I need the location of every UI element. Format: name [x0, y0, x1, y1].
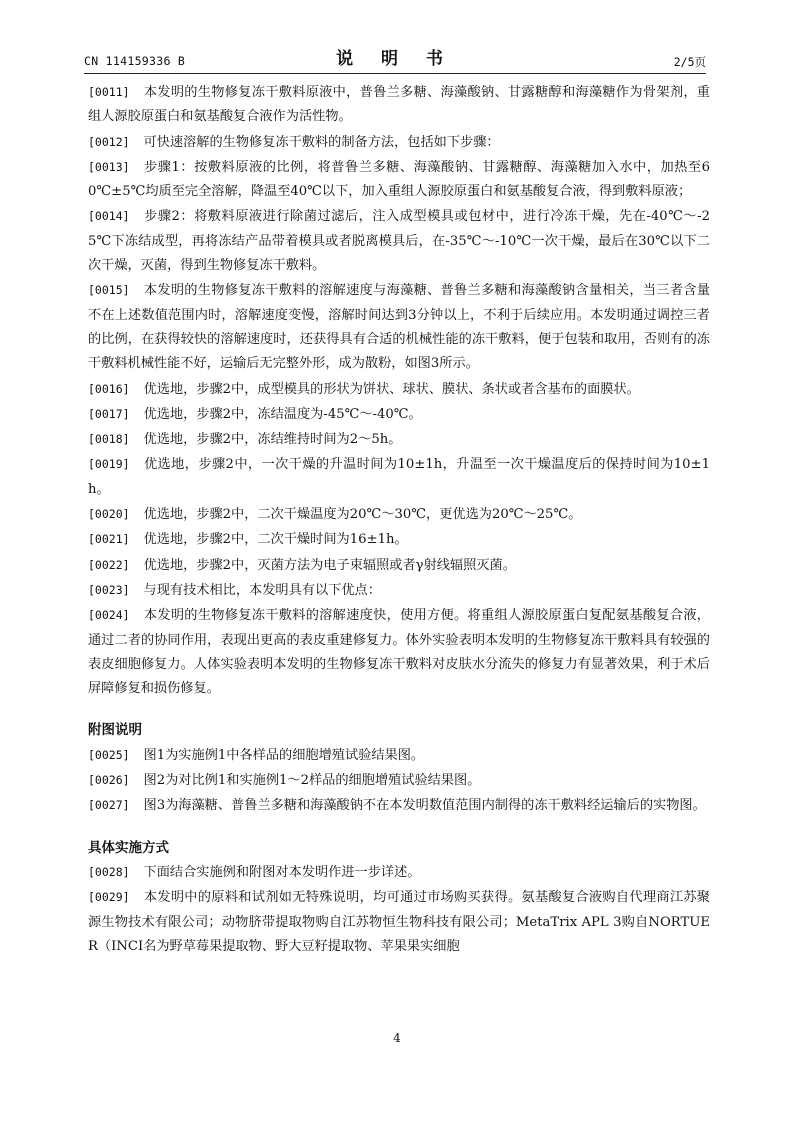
paragraph: [88, 204, 710, 278]
document-title: 说 明 书: [336, 49, 454, 69]
header-rule: [84, 73, 706, 74]
paragraph: [88, 402, 710, 427]
paragraph: [88, 278, 710, 376]
paragraph-number: [0019]: [88, 457, 130, 472]
paragraph-text: 步骤2：将敷料原液进行除菌过滤后，注入成型模具或包材中，进行冷冻干燥，先在-40℃～-25℃下冻结成型，再将冻结产品带着模具或者脱离模具后，在-35℃～-10℃一次干燥，最后在30℃以下二次干燥，灭菌，得到生物修复冻干敷料。: [88, 209, 710, 274]
paragraph-text: 下面结合实施例和附图对本发明作进一步详述。: [143, 864, 421, 880]
paragraph-text: 优选地，步骤2中，冻结维持时间为2～5h。: [143, 432, 402, 448]
publication-number: CN 114159336 B: [84, 54, 186, 68]
paragraph-group-embodiments: [88, 860, 710, 959]
paragraph-text: 本发明的生物修复冻干敷料的溶解速度与海藻糖、普鲁兰多糖和海藻酸钠含量相关，当三者含量不在上述数值范围内时，溶解速度变慢，溶解时间达到3分钟以上，不利于后续应用。本发明通过调控三者的比例，在获得较快的溶解速度时，还获得具有合适的机械性能的冻干敷料，便于包装和取用，否则有的冻干敷料机械性能不好，运输后无完整外形，成为散粉，如图3所示。: [88, 283, 710, 372]
paragraph: [88, 130, 710, 155]
paragraph-text: 本发明中的原料和试剂如无特殊说明，均可通过市场购买获得。氨基酸复合液购自代理商江苏聚源生物技术有限公司；动物脐带提取物购自江苏物恒生物科技有限公司；MetaTrix APL 3购自NORTUER（INCI名为野草莓果提取物、野大豆籽提取物、苹果果实细胞: [88, 890, 710, 954]
paragraph-number: [0024]: [88, 608, 130, 623]
paragraph-number: [0017]: [88, 406, 130, 421]
paragraph-text: 优选地，步骤2中，一次干燥的升温时间为10±1h，升温至一次干燥温度后的保持时间为10±1h。: [88, 457, 710, 497]
paragraph-number: [0011]: [88, 85, 130, 99]
paragraph: [88, 527, 710, 552]
document-body: [88, 80, 710, 959]
paragraph-number: [0015]: [88, 283, 130, 298]
paragraph-text: 优选地，步骤2中，二次干燥时间为16±1h。: [143, 532, 408, 548]
paragraph-text: 本发明的生物修复冻干敷料原液中，普鲁兰多糖、海藻酸钠、甘露糖醇和海藻糖作为骨架剂，重组人源胶原蛋白和氨基酸复合液作为活性物。: [88, 85, 710, 125]
paragraph-number: [0029]: [88, 890, 130, 905]
paragraph: [88, 860, 710, 885]
paragraph: [88, 578, 710, 603]
paragraph-text: 图3为海藻糖、普鲁兰多糖和海藻酸钠不在本发明数值范围内制得的冻干敷料经运输后的实物图。: [143, 798, 706, 814]
paragraph: [88, 80, 710, 130]
paragraph-number: [0028]: [88, 864, 130, 879]
paragraph-text: 优选地，步骤2中，灭菌方法为电子束辐照或者γ射线辐照灭菌。: [143, 557, 516, 573]
paragraph-number: [0013]: [88, 159, 130, 174]
paragraph-text: 优选地，步骤2中，成型模具的形状为饼状、球状、膜状、条状或者含基布的面膜状。: [143, 381, 640, 397]
paragraph: [88, 553, 710, 578]
paragraph-number: [0023]: [88, 582, 130, 597]
paragraph-group-summary: [88, 80, 710, 701]
paragraph-text: 本发明的生物修复冻干敷料的溶解速度快，使用方便。将重组人源胶原蛋白复配氨基酸复合液，通过二者的协同作用，表现出更高的表皮重建修复力。体外实验表明本发明的生物修复冻干敷料具有较强的表皮细胞修复力。人体实验表明本发明的生物修复冻干敷料对皮肤水分流失的修复力有显著效果，利于术后屏障修复和损伤修复。: [88, 608, 710, 697]
paragraph-number: [0021]: [88, 532, 130, 547]
paragraph-text: 图1为实施例1中各样品的细胞增殖试验结果图。: [143, 747, 425, 763]
section-heading-figures: 附图说明: [88, 722, 142, 739]
page-of-total: 2/5页: [673, 55, 706, 69]
paragraph-text: 图2为对比例1和实施例1～2样品的细胞增殖试验结果图。: [143, 773, 481, 789]
paragraph: [88, 603, 710, 701]
section-heading-embodiments: 具体实施方式: [88, 839, 169, 856]
paragraph-text: 可快速溶解的生物修复冻干敷料的制备方法，包括如下步骤：: [143, 134, 500, 150]
paragraph: [88, 452, 710, 502]
paragraph: [88, 502, 710, 527]
paragraph: [88, 743, 710, 768]
paragraph: [88, 768, 710, 793]
paragraph-text: 优选地，步骤2中，二次干燥温度为20℃～30℃，更优选为20℃～25℃。: [143, 507, 582, 523]
paragraph-number: [0014]: [88, 209, 130, 224]
paragraph: [88, 427, 710, 452]
paragraph-text: 优选地，步骤2中，冻结温度为-45℃～-40℃。: [143, 406, 422, 422]
paragraph-number: [0016]: [88, 381, 130, 396]
paragraph-number: [0020]: [88, 507, 130, 522]
paragraph-number: [0012]: [88, 134, 130, 149]
paragraph: [88, 793, 710, 818]
paragraph: [88, 885, 710, 959]
paragraph-number: [0022]: [88, 557, 130, 572]
paragraph-text: 与现有技术相比，本发明具有以下优点：: [143, 582, 381, 598]
paragraph-number: [0018]: [88, 432, 130, 447]
paragraph: [88, 155, 710, 205]
paragraph-number: [0025]: [88, 747, 130, 762]
paragraph-text: 步骤1：按敷料原液的比例，将普鲁兰多糖、海藻酸钠、甘露糖醇、海藻糖加入水中，加热至60℃±5℃均质至完全溶解，降温至40℃以下，加入重组人源胶原蛋白和氨基酸复合液，得到敷料原液；: [88, 159, 710, 200]
paragraph-group-figures: [88, 743, 710, 819]
paragraph-number: [0027]: [88, 798, 130, 813]
page-number: 4: [393, 1031, 401, 1045]
page-header: [84, 44, 706, 74]
paragraph: [88, 377, 710, 402]
paragraph-number: [0026]: [88, 773, 130, 788]
